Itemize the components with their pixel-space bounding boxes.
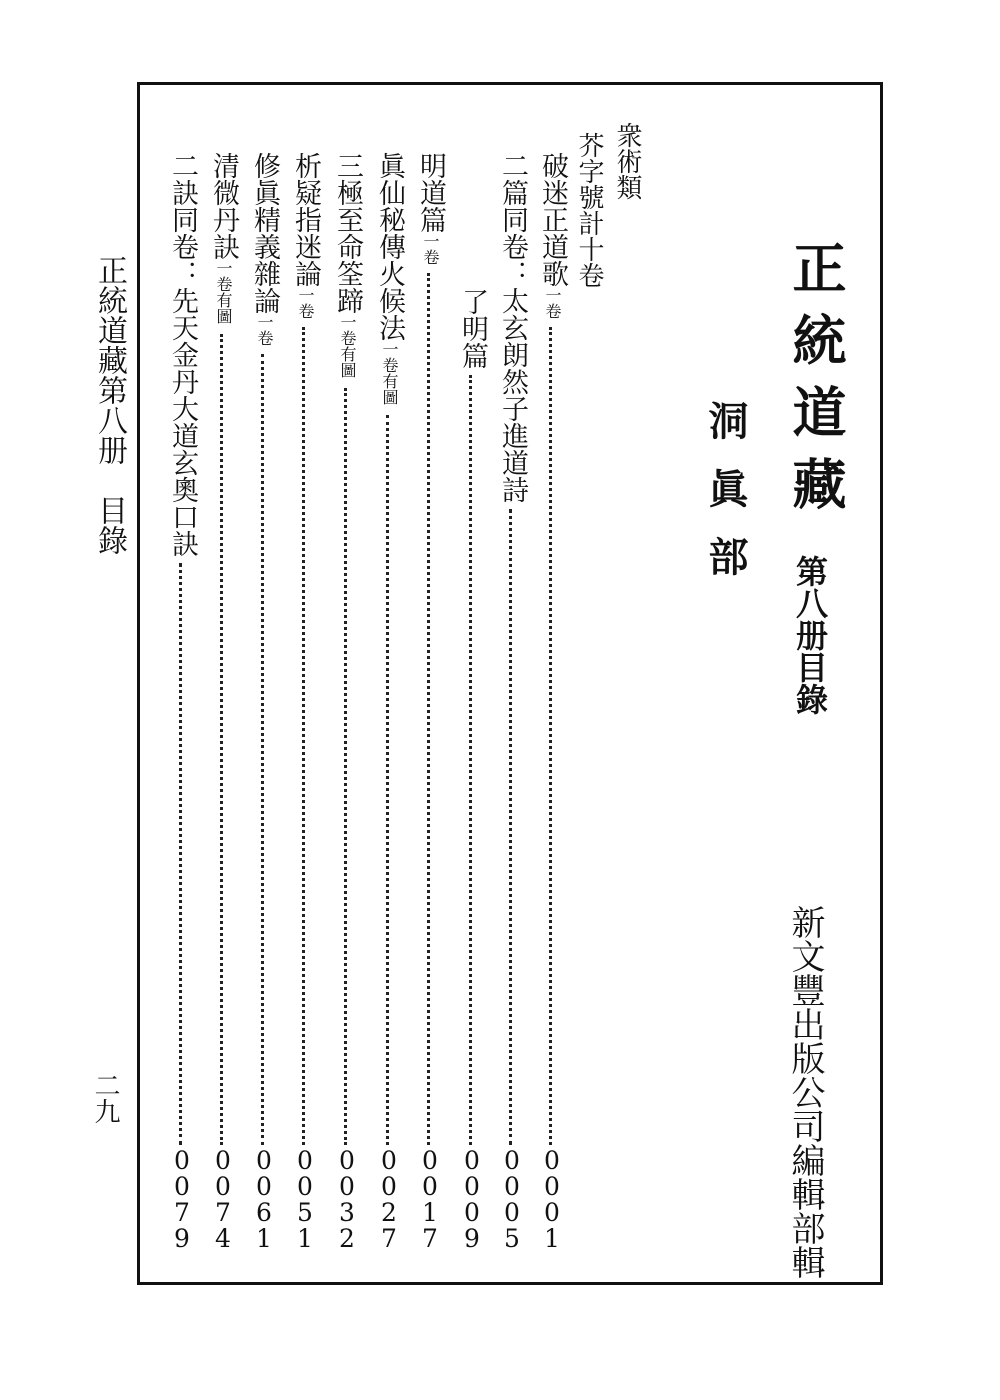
toc-entry-title-text: 三極至命筌蹄 xyxy=(332,152,363,314)
toc-entry-page xyxy=(167,1148,197,1252)
page-digit: 0 xyxy=(544,1146,560,1175)
toc-entry-title xyxy=(206,152,240,324)
leader-dots xyxy=(220,334,223,1145)
leader-dots xyxy=(427,273,430,1145)
toc-entry-title-text: 析疑指迷論 xyxy=(290,152,321,287)
toc-entry-page xyxy=(290,1148,320,1252)
toc-entry[interactable] xyxy=(455,0,489,1400)
toc-entry-page xyxy=(374,1148,404,1252)
page-digit: 0 xyxy=(544,1172,560,1201)
page-digit: 0 xyxy=(256,1146,272,1175)
page-digit: 7 xyxy=(381,1224,397,1253)
toc-entry-page xyxy=(497,1148,527,1252)
toc-entry-note: 一卷有圖 xyxy=(380,341,399,405)
toc-entry-title xyxy=(455,288,489,369)
leader-dots xyxy=(302,327,305,1145)
toc-entry-title xyxy=(535,152,569,319)
running-title: 正統道藏第八册 目錄 xyxy=(92,255,127,555)
toc-entry-title-text: 清微丹訣 xyxy=(208,152,239,260)
toc-entry-note: 一卷 xyxy=(296,287,315,319)
leader-dots xyxy=(469,375,472,1145)
page-digit: 1 xyxy=(297,1224,313,1253)
toc-entry[interactable] xyxy=(206,0,240,1400)
page-digit: 1 xyxy=(256,1224,272,1253)
page-digit: 1 xyxy=(422,1198,438,1227)
toc-entry[interactable] xyxy=(288,0,322,1400)
page-digit: 0 xyxy=(464,1198,480,1227)
toc-entry-title xyxy=(330,152,364,378)
page-digit: 5 xyxy=(297,1198,313,1227)
toc-entry-page xyxy=(249,1148,279,1252)
page-digit: 2 xyxy=(339,1224,355,1253)
toc-entry-title-text: 眞仙秘傳火候法 xyxy=(374,152,405,341)
page-digit: 4 xyxy=(215,1224,231,1253)
page-digit: 2 xyxy=(381,1198,397,1227)
leader-dots xyxy=(179,563,182,1145)
page-digit: 0 xyxy=(174,1146,190,1175)
page-digit: 9 xyxy=(464,1224,480,1253)
page-digit: 0 xyxy=(504,1146,520,1175)
toc-entry[interactable] xyxy=(165,0,199,1400)
publisher-credit: 新文豐出版公司編輯部輯 xyxy=(785,905,825,1279)
page-digit: 0 xyxy=(256,1172,272,1201)
toc-entry-title xyxy=(247,152,281,346)
page-digit: 0 xyxy=(297,1146,313,1175)
page-digit: 0 xyxy=(339,1172,355,1201)
toc-entry-page xyxy=(415,1148,445,1252)
toc-entry-title-text: 了明篇 xyxy=(457,288,488,369)
page-digit: 0 xyxy=(381,1172,397,1201)
toc-entry-note: 一卷 xyxy=(255,314,274,346)
toc-entry-title xyxy=(372,152,406,405)
toc-entry-title-text: 二篇同卷：太玄朗然子進道詩 xyxy=(497,152,528,503)
page-digit: 3 xyxy=(339,1198,355,1227)
toc-entry-page xyxy=(537,1148,567,1252)
toc-entry-page xyxy=(208,1148,238,1252)
page-digit: 6 xyxy=(256,1198,272,1227)
page-digit: 0 xyxy=(422,1172,438,1201)
toc-entry[interactable] xyxy=(330,0,364,1400)
category-heading: 衆術類 xyxy=(612,122,642,200)
page-digit: 0 xyxy=(215,1172,231,1201)
toc-entry-page xyxy=(332,1148,362,1252)
toc-entry[interactable] xyxy=(372,0,406,1400)
toc-entry[interactable] xyxy=(495,0,529,1400)
toc-entry-note: 一卷 xyxy=(421,233,440,265)
toc-entry-page xyxy=(457,1148,487,1252)
main-title: 正統道藏 xyxy=(784,240,847,528)
toc-entry-title-text: 二訣同卷：先天金丹大道玄奧口訣 xyxy=(167,152,198,557)
division-heading: 洞眞部 xyxy=(702,400,748,604)
leader-dots xyxy=(509,509,512,1145)
page-digit: 7 xyxy=(215,1198,231,1227)
leader-dots xyxy=(549,327,552,1145)
page-digit: 0 xyxy=(174,1172,190,1201)
page-number: 二九 xyxy=(90,1072,120,1124)
page-digit: 7 xyxy=(174,1198,190,1227)
page-digit: 0 xyxy=(422,1146,438,1175)
volume-marker: 芥字號計十卷 xyxy=(574,132,604,288)
toc-entry-note: 一卷有圖 xyxy=(214,260,233,324)
page-digit: 0 xyxy=(504,1172,520,1201)
toc-entry[interactable] xyxy=(247,0,281,1400)
toc-entry-title xyxy=(288,152,322,319)
toc-entry-title xyxy=(495,152,529,503)
page-digit: 0 xyxy=(464,1146,480,1175)
toc-entry-note: 一卷 xyxy=(543,287,562,319)
page-digit: 0 xyxy=(215,1146,231,1175)
toc-entry-title-text: 破迷正道歌 xyxy=(537,152,568,287)
page-digit: 5 xyxy=(504,1224,520,1253)
toc-entry-title xyxy=(413,152,447,265)
leader-dots xyxy=(261,354,264,1145)
page-digit: 0 xyxy=(504,1198,520,1227)
toc-entry-title xyxy=(165,152,199,557)
page-digit: 7 xyxy=(422,1224,438,1253)
toc-entry[interactable] xyxy=(535,0,569,1400)
toc-entry-title-text: 修眞精義雜論 xyxy=(249,152,280,314)
page-digit: 0 xyxy=(339,1146,355,1175)
toc-entry[interactable] xyxy=(413,0,447,1400)
page-digit: 0 xyxy=(381,1146,397,1175)
toc-entry-note: 一卷有圖 xyxy=(338,314,357,378)
page-digit: 0 xyxy=(297,1172,313,1201)
page-digit: 0 xyxy=(544,1198,560,1227)
leader-dots xyxy=(344,388,347,1145)
leader-dots xyxy=(386,415,389,1145)
page-digit: 0 xyxy=(464,1172,480,1201)
page-digit: 9 xyxy=(174,1224,190,1253)
volume-subtitle: 第八册目錄 xyxy=(791,555,829,715)
page-digit: 1 xyxy=(544,1224,560,1253)
toc-entry-title-text: 明道篇 xyxy=(415,152,446,233)
